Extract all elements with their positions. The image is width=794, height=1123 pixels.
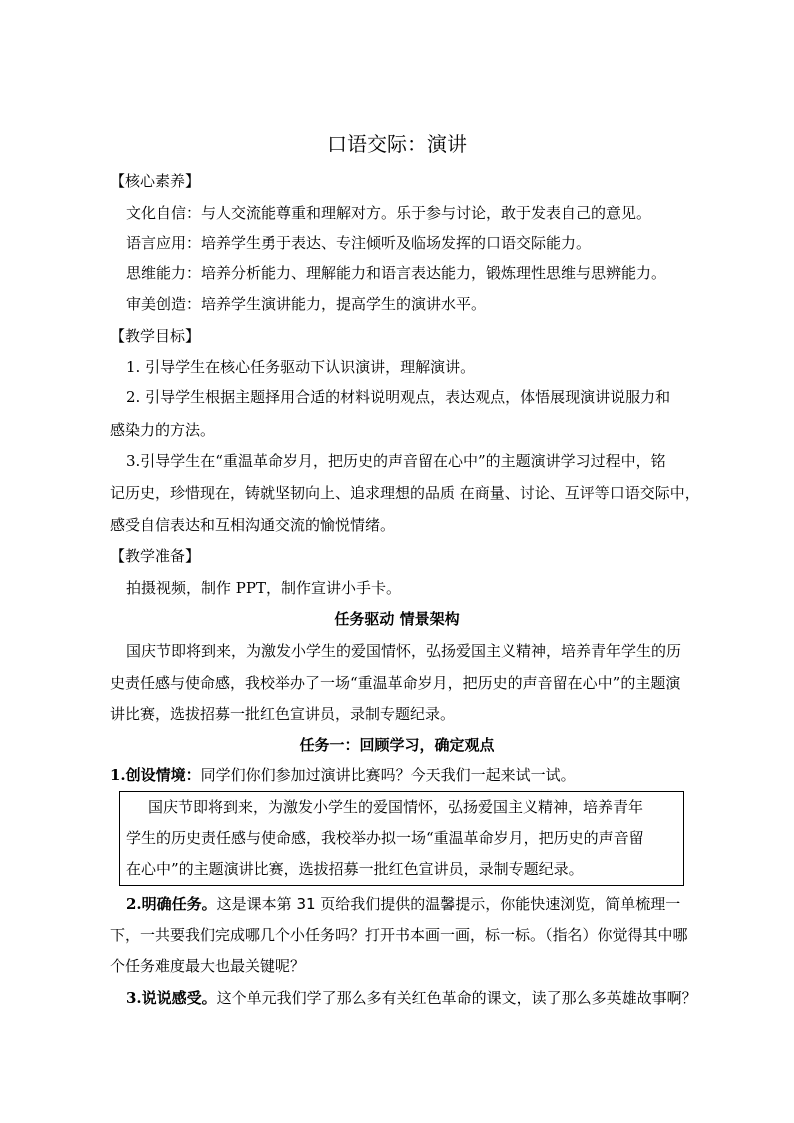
core-item-language: 语言应用：培养学生勇于表达、专注倾听及临场发挥的口语交际能力。 [126, 234, 592, 252]
step3-label: 3.说说感受。 [126, 989, 217, 1007]
step1-text: 同学们你们参加过演讲比赛吗？今天我们一起来试一试。 [200, 766, 576, 784]
scenario-box [119, 791, 684, 886]
goal-3-line-3: 感受自信表达和互相沟通交流的愉悦情绪。 [110, 516, 396, 534]
core-item-aesthetic: 审美创造：培养学生演讲能力，提高学生的演讲水平。 [126, 295, 487, 313]
task1-step2-line-1: 2.明确任务。这是课本第 31 页给我们提供的温馨提示，你能快速浏览，简单梳理一 [126, 895, 681, 913]
step3-text: 这个单元我们学了那么多有关红色革命的课文，读了那么多英雄故事啊？ [216, 989, 697, 1007]
task-drive-line-3: 讲比赛，选拔招募一批红色宣讲员，录制专题纪录。 [110, 705, 456, 723]
task-drive-line-1: 国庆节即将到来，为激发小学生的爱国情怀，弘扬爱国主义精神，培养青年学生的历 [126, 642, 682, 660]
step1-label: 1.创设情境： [110, 766, 201, 784]
core-item-culture: 文化自信：与人交流能尊重和理解对方。乐于参与讨论，敢于发表自己的意见。 [126, 204, 652, 222]
task1-step2-line-2: 下，一共要我们完成哪几个小任务吗？打开书本画一画，标一标。（指名）你觉得其中哪 [110, 926, 688, 944]
task-drive-heading: 任务驱动 情景架构 [334, 610, 460, 628]
page-title: 口语交际：演讲 [327, 132, 467, 156]
core-item-thinking: 思维能力：培养分析能力、理解能力和语言表达能力，锻炼理性思维与思辨能力。 [126, 264, 667, 282]
goal-3-line-1: 3.引导学生在“重温革命岁月，把历史的声音留在心中”的主题演讲学习过程中，铭 [126, 452, 666, 470]
goal-2-line-1: 2. 引导学生根据主题择用合适的材料说明观点，表达观点，体悟展现演讲说服力和 [126, 388, 671, 406]
goal-2-line-2: 感染力的方法。 [110, 421, 216, 439]
scenario-box-line-2: 学生的历史责任感与使命感，我校举办拟一场“重温革命岁月，把历史的声音留 [126, 829, 644, 847]
goal-1: 1. 引导学生在核心任务驱动下认识演讲，理解演讲。 [126, 358, 476, 376]
task1-step2-line-3: 个任务难度最大也最关键呢？ [110, 957, 306, 975]
task1-step1 [110, 764, 710, 786]
section-heading-core: 【核心素养】 [110, 172, 201, 190]
section-heading-goals: 【教学目标】 [110, 327, 201, 345]
scenario-box-line-1: 国庆节即将到来，为激发小学生的爱国情怀，弘扬爱国主义精神，培养青年 [148, 798, 644, 816]
step2-label: 2.明确任务。 [126, 895, 217, 913]
scenario-box-line-3: 在心中”的主题演讲比赛，选拔招募一批红色宣讲员，录制专题纪录。 [126, 860, 584, 878]
prep-text: 拍摄视频，制作 PPT，制作宣讲小手卡。 [126, 579, 401, 597]
task1-step3 [126, 987, 726, 1009]
goal-3-line-2: 记历史，珍惜现在，铸就坚韧向上、追求理想的品质 在商量、讨论、互评等口语交际中， [110, 484, 700, 502]
task-drive-line-2: 史责任感与使命感，我校举办了一场“重温革命岁月，把历史的声音留在心中”的主题演 [110, 674, 681, 692]
section-heading-prep: 【教学准备】 [110, 547, 201, 565]
task1-heading: 任务一：回顾学习，确定观点 [299, 736, 495, 754]
